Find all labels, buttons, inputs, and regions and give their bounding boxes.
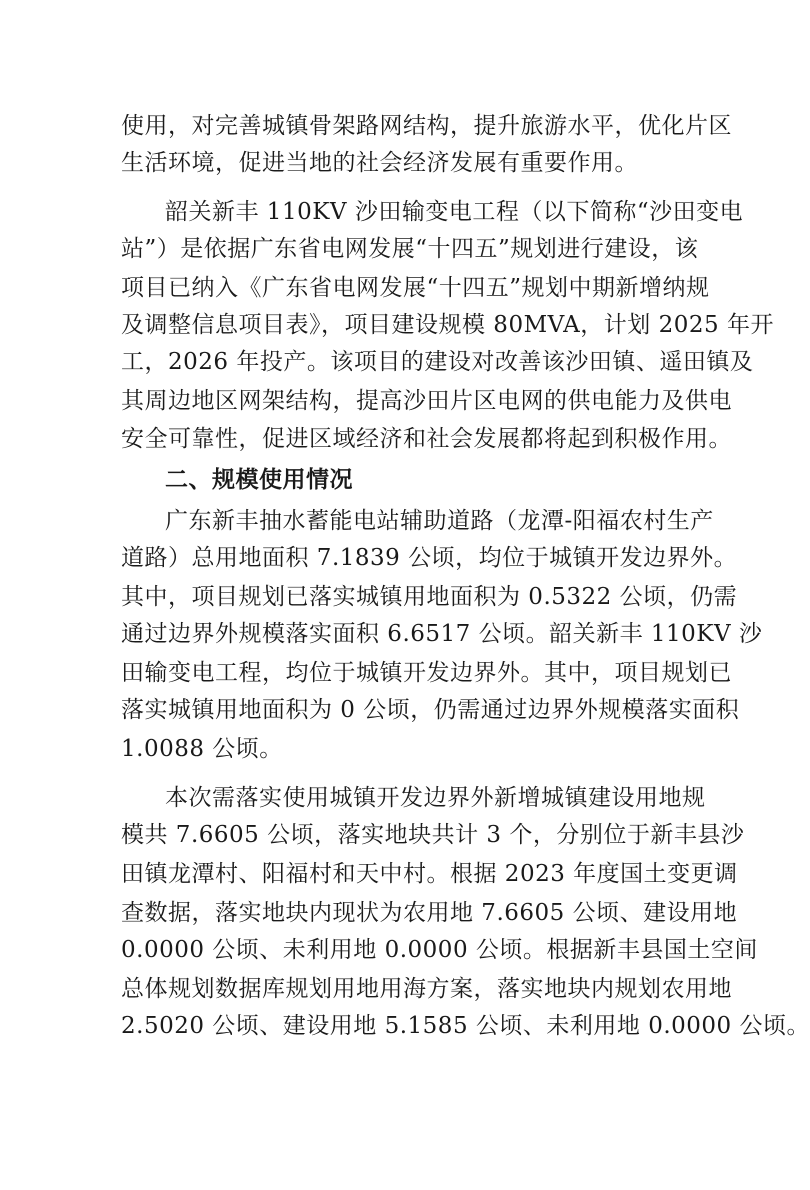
text-line: 2.5020 公顷、建设用地 5.1585 公顷、未利用地 0.0000 公顷。 bbox=[121, 1013, 810, 1039]
text-line: 1.0088 公顷。 bbox=[121, 736, 283, 762]
text-line: 安全可靠性，促进区域经济和社会发展都将起到积极作用。 bbox=[121, 426, 732, 452]
text-line: 落实城镇用地面积为 0 公顷，仍需通过边界外规模落实面积 bbox=[121, 697, 740, 723]
text-line: 本次需落实使用城镇开发边界外新增城镇建设用地规 bbox=[165, 785, 706, 811]
text-line: 项目已纳入《广东省电网发展“十四五”规划中期新增纳规 bbox=[121, 275, 710, 301]
text-line: 总体规划数据库规划用地用海方案，落实地块内规划农用地 bbox=[121, 976, 732, 1002]
text-line: 查数据，落实地块内现状为农用地 7.6605 公顷、建设用地 bbox=[121, 900, 738, 926]
text-line: 模共 7.6605 公顷，落实地块共计 3 个，分别位于新丰县沙 bbox=[121, 822, 745, 848]
text-line: 韶关新丰 110KV 沙田输变电工程（以下简称“沙田变电 bbox=[165, 199, 744, 225]
text-line: 工，2026 年投产。该项目的建设对改善该沙田镇、遥田镇及 bbox=[121, 349, 754, 375]
text-line: 其周边地区网架结构，提高沙田片区电网的供电能力及供电 bbox=[121, 388, 732, 414]
text-line: 道路）总用地面积 7.1839 公顷，均位于城镇开发边界外。 bbox=[121, 545, 738, 571]
text-line: 田输变电工程，均位于城镇开发边界外。其中，项目规划已 bbox=[121, 660, 732, 686]
text-line: 其中，项目规划已落实城镇用地面积为 0.5322 公顷，仍需 bbox=[121, 584, 738, 610]
text-line: 使用，对完善城镇骨架路网结构，提升旅游水平，优化片区 bbox=[121, 113, 732, 139]
text-line: 及调整信息项目表》，项目建设规模 80MVA，计划 2025 年开 bbox=[121, 312, 774, 338]
text-line: 生活环境，促进当地的社会经济发展有重要作用。 bbox=[121, 150, 638, 176]
text-line: 站”）是依据广东省电网发展“十四五”规划进行建设，该 bbox=[121, 236, 699, 262]
text-line: 广东新丰抽水蓄能电站辅助道路（龙潭-阳福农村生产 bbox=[165, 508, 714, 534]
text-line: 0.0000 公顷、未利用地 0.0000 公顷。根据新丰县国土空间 bbox=[121, 937, 758, 963]
section-heading: 二、规模使用情况 bbox=[165, 467, 353, 493]
text-line: 通过边界外规模落实面积 6.6517 公顷。韶关新丰 110KV 沙 bbox=[121, 621, 763, 647]
text-line: 田镇龙潭村、阳福村和天中村。根据 2023 年度国土变更调 bbox=[121, 861, 738, 887]
